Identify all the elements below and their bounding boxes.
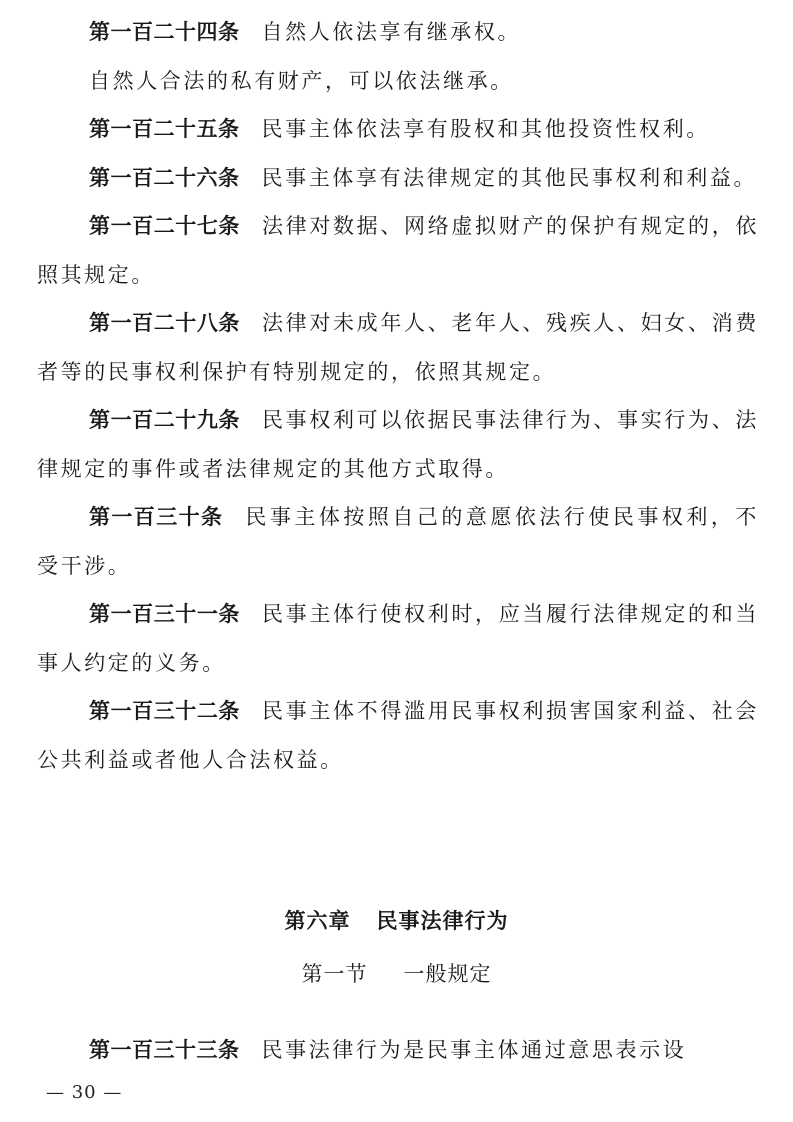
article-129: [37, 396, 759, 493]
article-number: 第一百二十七条: [89, 214, 240, 238]
article-128: [37, 299, 759, 396]
article-124-paragraph-2: [37, 57, 759, 106]
article-131: [37, 590, 759, 687]
article-127: [37, 202, 759, 299]
article-133-block: [37, 1026, 759, 1075]
article-text: 法律对数据、网络虚拟财产的保护有规定的，依照其规定。: [37, 214, 759, 287]
article-number: 第一百二十六条: [89, 165, 240, 190]
chapter-number: 第六章: [284, 909, 351, 933]
page-number: — 30 —: [46, 1082, 123, 1103]
chapter-heading: [0, 905, 793, 935]
article-text: 民事主体不得滥用民事权利损害国家利益、社会公共利益或者他人合法权益。: [37, 699, 759, 772]
article-text: 自然人依法享有继承权。: [261, 20, 522, 44]
article-124: [37, 8, 759, 57]
article-130: [37, 493, 759, 590]
article-text: 民事法律行为是民事主体通过意思表示设: [261, 1038, 687, 1062]
article-number: 第一百三十二条: [89, 699, 240, 723]
article-number: 第一百二十四条: [89, 20, 240, 44]
article-text: 民事主体行使权利时，应当履行法律规定的和当事人约定的义务。: [37, 602, 759, 675]
article-133: [37, 1026, 759, 1075]
article-text: 法律对未成年人、老年人、残疾人、妇女、消费者等的民事权利保护有特别规定的，依照其规定。: [37, 311, 759, 384]
article-text: 民事权利可以依据民事法律行为、事实行为、法律规定的事件或者法律规定的其他方式取得。: [37, 408, 759, 481]
article-text: 自然人合法的私有财产，可以依法继承。: [89, 68, 514, 93]
article-number: 第一百三十一条: [89, 602, 240, 626]
article-number: 第一百二十五条: [89, 117, 240, 141]
article-126: [37, 154, 759, 203]
article-text: 民事主体依法享有股权和其他投资性权利。: [261, 117, 710, 141]
section-title: 一般规定: [403, 962, 492, 986]
article-125: [37, 105, 759, 154]
article-132: [37, 687, 759, 784]
article-text: 民事主体按照自己的意愿依法行使民事权利，不受干涉。: [37, 505, 759, 578]
article-number: 第一百三十三条: [89, 1038, 240, 1062]
articles-body: [37, 8, 759, 784]
section-number: 第一节: [301, 962, 368, 986]
article-number: 第一百二十九条: [89, 408, 240, 432]
section-heading: [0, 958, 793, 988]
article-number: 第一百二十八条: [89, 311, 240, 335]
chapter-title: 民事法律行为: [376, 909, 509, 933]
article-number: 第一百三十条: [89, 505, 224, 529]
article-text: 民事主体享有法律规定的其他民事权利和利益。: [261, 165, 758, 190]
